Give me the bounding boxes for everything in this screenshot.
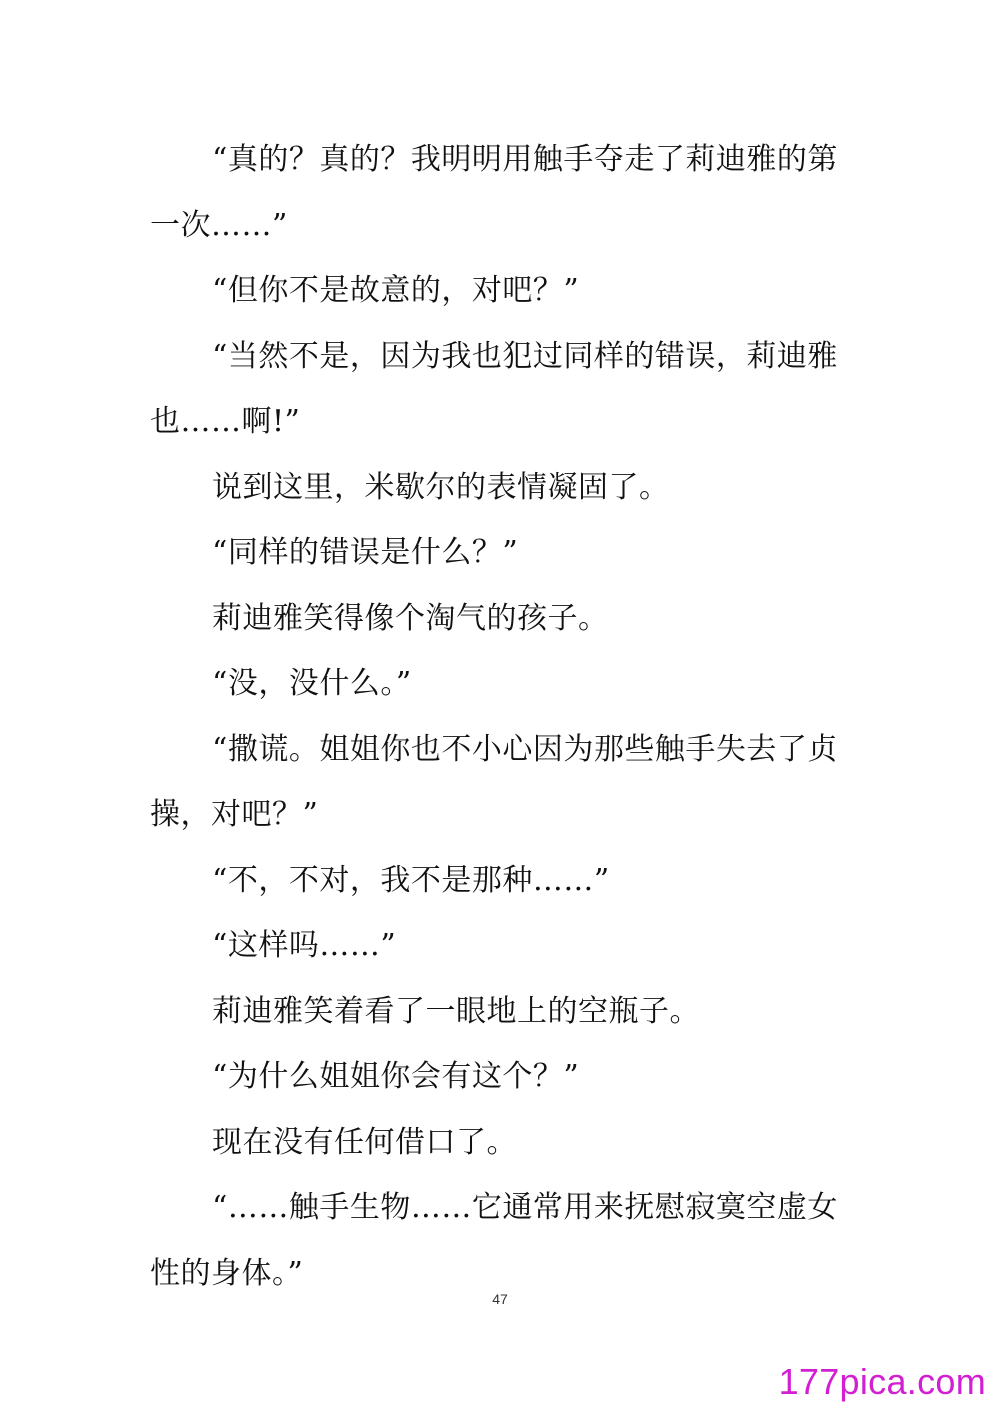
- text-line: “没，没什么。”: [212, 666, 412, 701]
- text-line: “……触手生物……它通常用来抚慰寂寞空虚女: [212, 1190, 838, 1225]
- page-number: 47: [492, 1291, 508, 1307]
- text-line: “为什么姐姐你会有这个？”: [212, 1059, 580, 1094]
- text-line: 现在没有任何借口了。: [212, 1124, 517, 1160]
- text-line: “但你不是故意的，对吧？”: [212, 273, 580, 308]
- text-line: “同样的错误是什么？”: [212, 535, 519, 570]
- text-line: “当然不是，因为我也犯过同样的错误，莉迪雅: [212, 338, 838, 374]
- text-line: 操，对吧？”: [150, 797, 319, 832]
- text-line: 性的身体。”: [150, 1255, 304, 1291]
- text-line: “真的？真的？我明明用触手夺走了莉迪雅的第: [212, 142, 838, 177]
- text-line: 说到这里，米歇尔的表情凝固了。: [212, 469, 670, 505]
- text-line: “撒谎。姐姐你也不小心因为那些触手失去了贞: [212, 731, 838, 767]
- text-line: 莉迪雅笑得像个淘气的孩子。: [212, 600, 609, 636]
- body-text: [150, 127, 850, 1306]
- text-line: 一次……”: [150, 207, 288, 243]
- text-line: 莉迪雅笑着看了一眼地上的空瓶子。: [212, 993, 700, 1029]
- text-line: “不，不对，我不是那种……”: [212, 862, 610, 898]
- site-watermark: 177pica.com: [778, 1361, 986, 1402]
- text-line: “这样吗……”: [212, 928, 397, 963]
- text-line: 也……啊!”: [150, 404, 301, 439]
